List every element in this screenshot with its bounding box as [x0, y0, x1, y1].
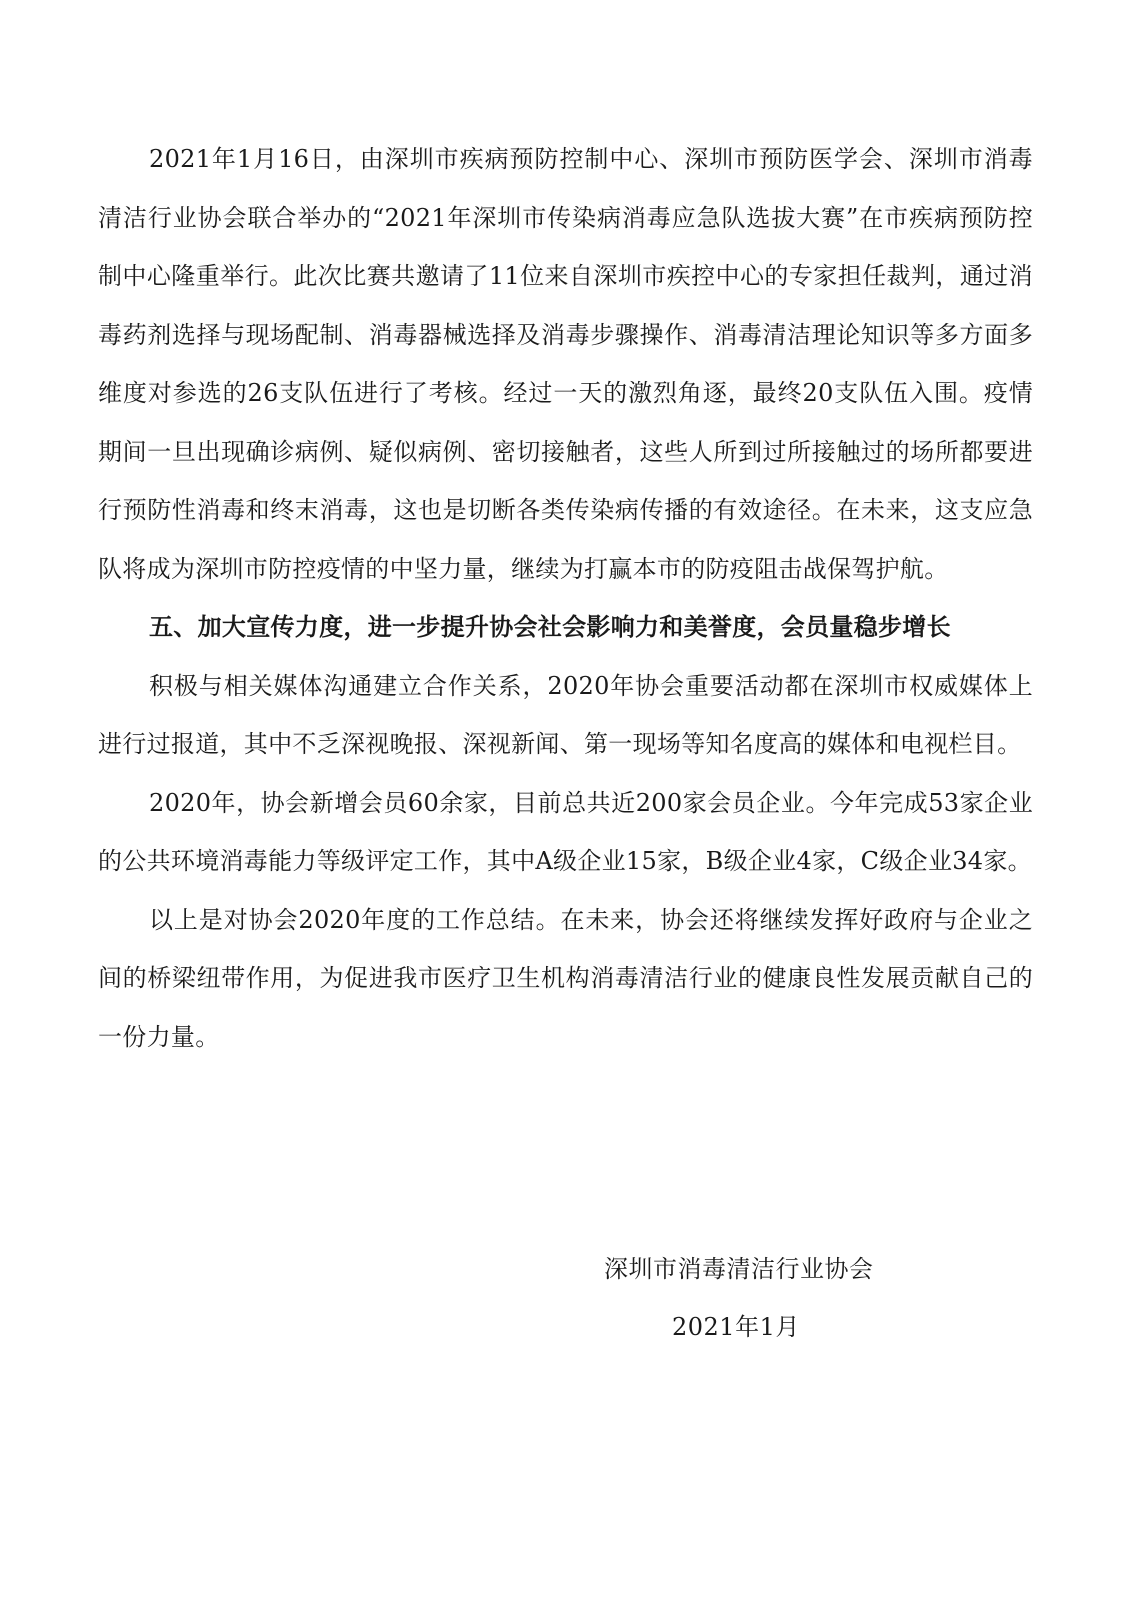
paragraph-members: 2020年，协会新增会员60余家，目前总共近200家会员企业。今年完成53家企业的公共环境消毒能力等级评定工作，其中A级企业15家，B级企业4家，C级企业34家。 — [98, 788, 1033, 875]
signature-date: 2021年1月 — [672, 1313, 800, 1341]
signature-organization: 深圳市消毒清洁行业协会 — [604, 1255, 874, 1283]
document-body — [98, 130, 1033, 1066]
paragraph-summary: 以上是对协会2020年度的工作总结。在未来，协会还将继续发挥好政府与企业之间的桥梁纽带作用，为促进我市医疗卫生机构消毒清洁行业的健康良性发展贡献自己的一份力量。 — [98, 905, 1033, 1051]
paragraph-competition: 2021年1月16日，由深圳市疾病预防控制中心、深圳市预防医学会、深圳市消毒清洁行业协会联合举办的“2021年深圳市传染病消毒应急队选拔大赛”在市疾病预防控制中心隆重举行。此次比赛共邀请了11位来自深圳市疾控中心的专家担任裁判，通过消毒药剂选择与现场配制、消毒器械选择及消毒步骤操作、消毒清洁理论知识等多方面多维度对参选的26支队伍进行了考核。经过一天的激烈角逐，最终20支队伍入围。疫情期间一旦出现确诊病例、疑似病例、密切接触者，这些人所到过所接触过的场所都要进行预防性消毒和终末消毒，这也是切断各类传染病传播的有效途径。在未来，这支应急队将成为深圳市防控疫情的中坚力量，继续为打赢本市的防疫阻击战保驾护航。 — [98, 145, 1033, 583]
paragraph-media: 积极与相关媒体沟通建立合作关系，2020年协会重要活动都在深圳市权威媒体上进行过报道，其中不乏深视晚报、深视新闻、第一现场等知名度高的媒体和电视栏目。 — [98, 671, 1033, 758]
section-heading: 五、加大宣传力度，进一步提升协会社会影响力和美誉度，会员量稳步增长 — [149, 612, 951, 641]
